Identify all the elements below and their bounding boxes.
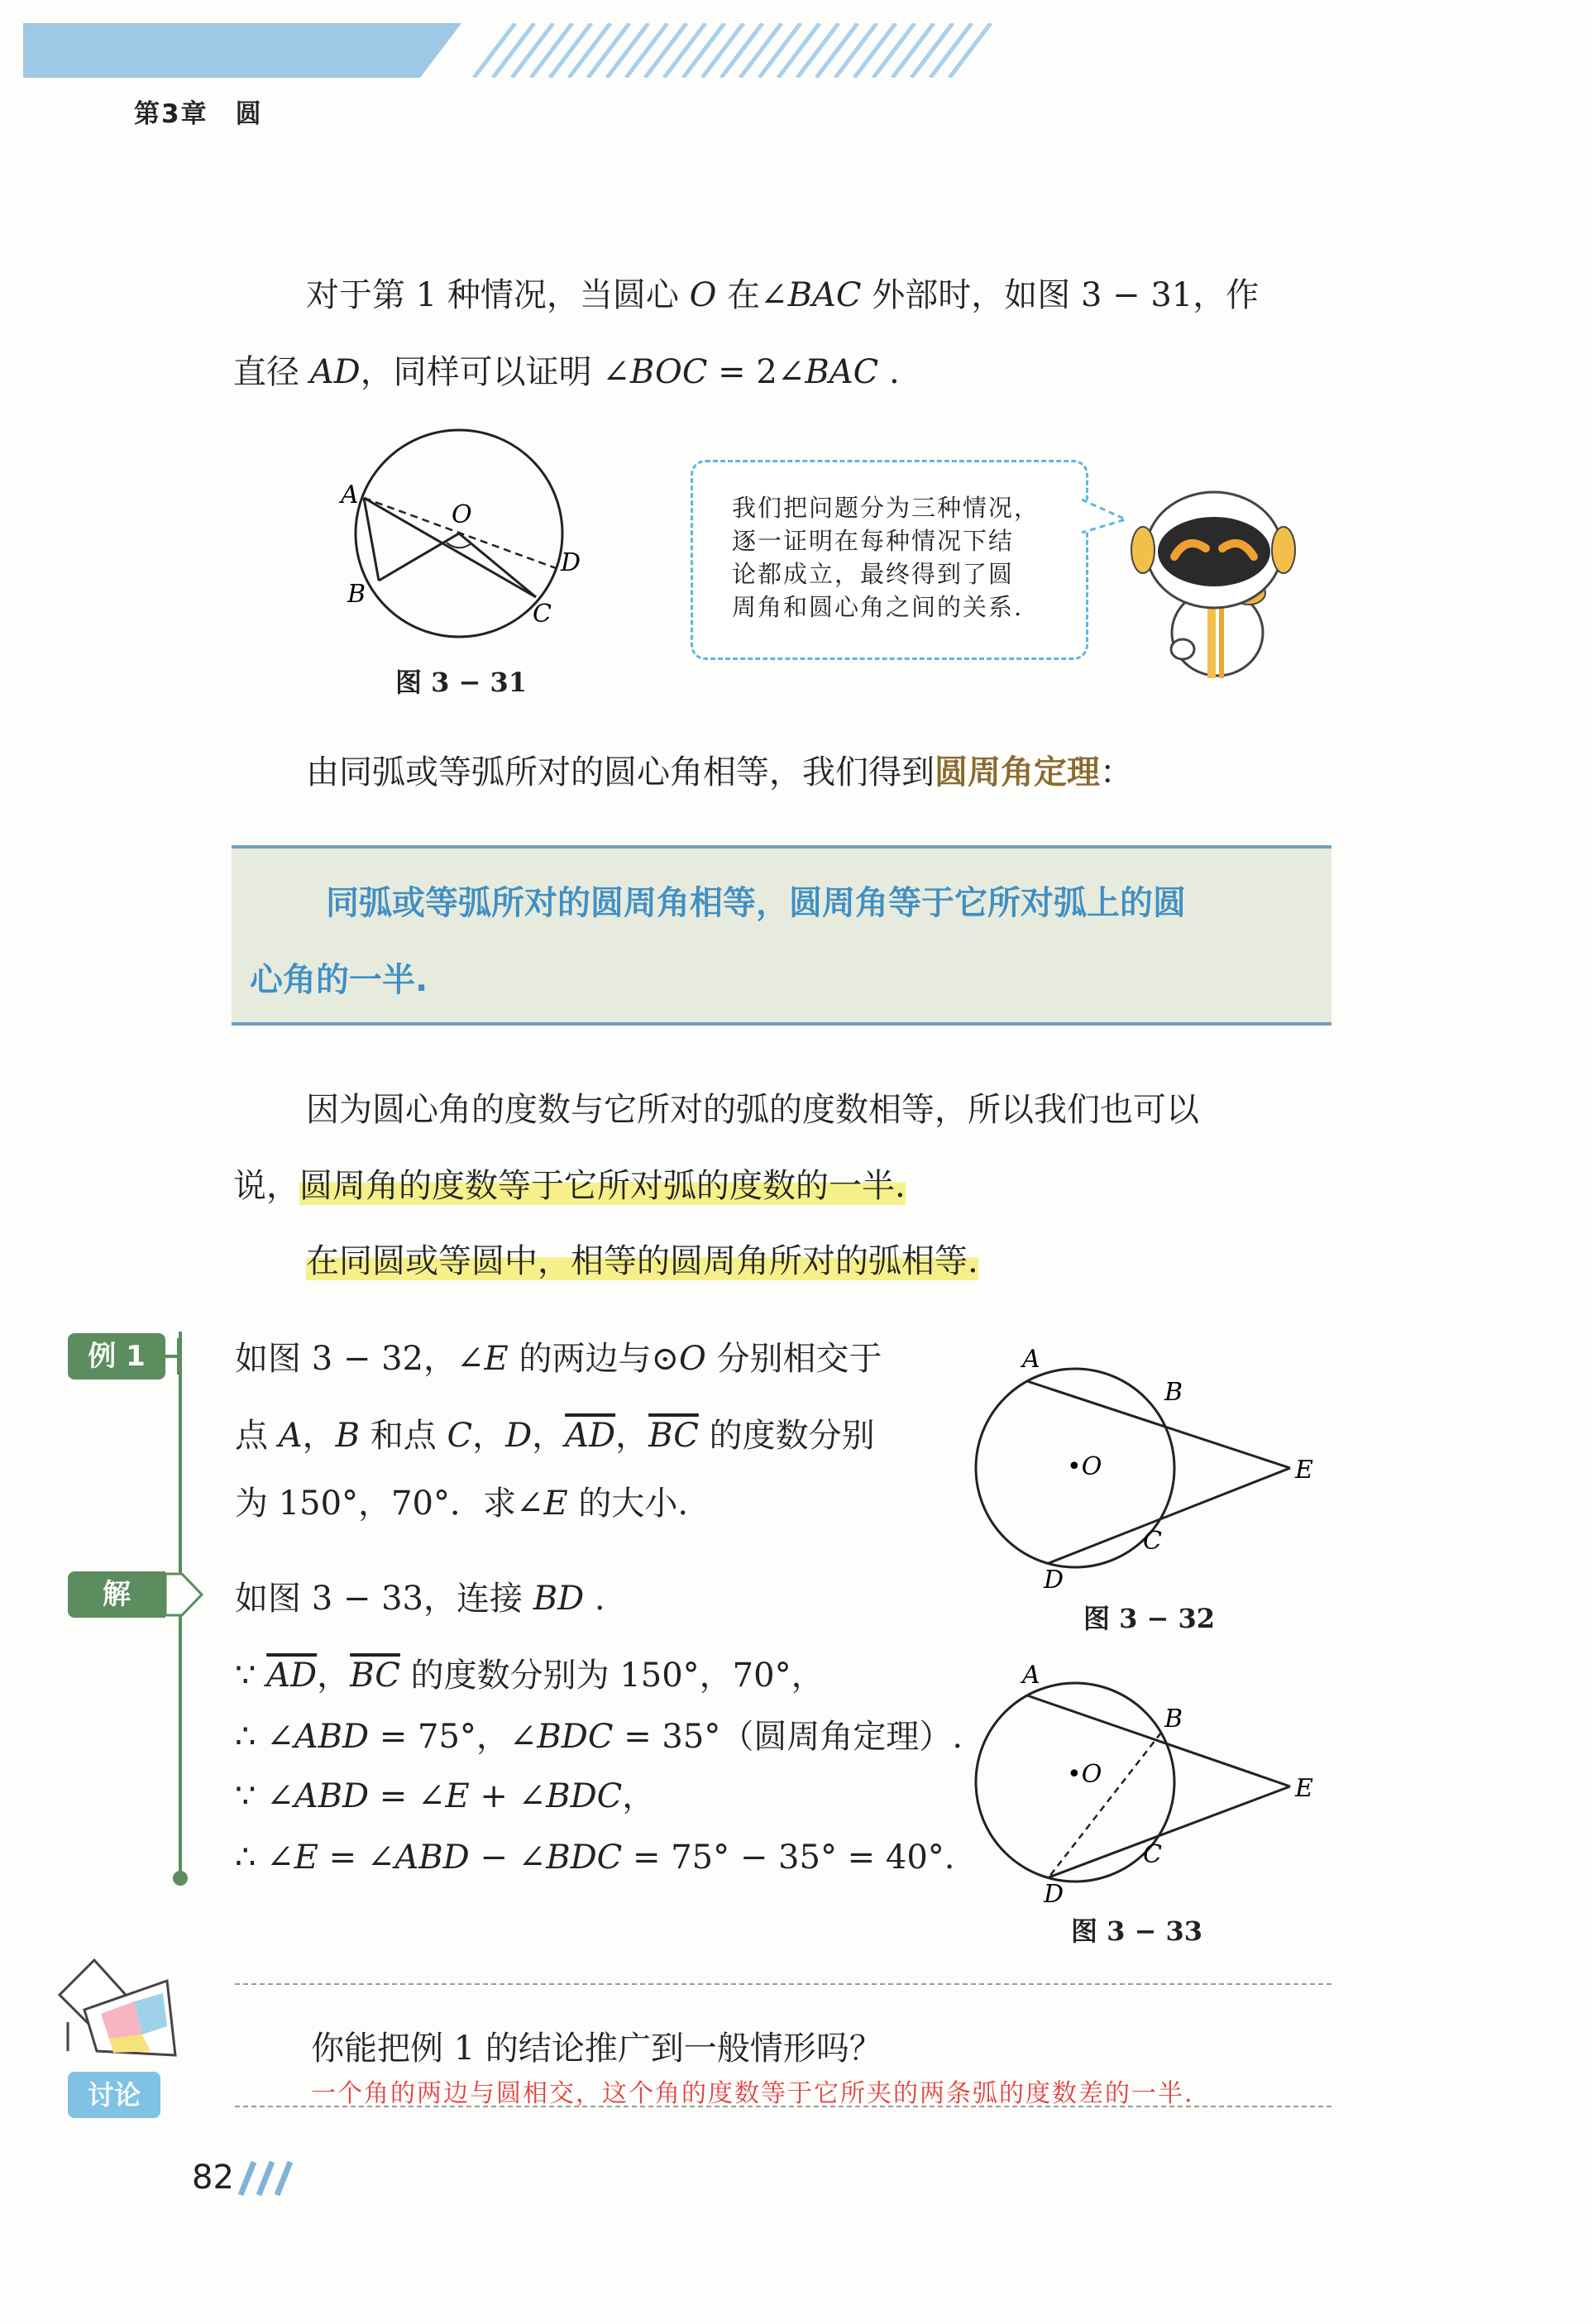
fig31-label-a: A [341, 481, 359, 509]
highlight-1: 圆周角的度数等于它所对弧的度数的一半. [299, 1167, 906, 1205]
fig32-label-o: •O [1067, 1452, 1102, 1481]
robot-mascot-icon [1125, 484, 1307, 682]
fig33-label-d: D [1044, 1880, 1064, 1902]
fig33-label-b: B [1164, 1705, 1183, 1733]
example-tag: 例 1 [68, 1333, 165, 1380]
intro-line-2: 直径 AD，同样可以证明 ∠BOC = 2∠BAC . [233, 353, 900, 391]
theorem-intro: 由同弧或等弧所对的圆心角相等，我们得到圆周角定理： [306, 753, 1133, 791]
fig32-caption: 图 3 − 32 [1083, 1603, 1216, 1634]
solution-line-2: ∵ $\overline{AD}$，$\overline{BC}$ 的度数分别为 150°，70°， [235, 1657, 825, 1695]
discussion-top-divider [235, 1983, 1331, 1985]
theorem-line-2: 心角的一半. [250, 961, 428, 999]
figure-3-31 [331, 422, 595, 645]
example-tag-bracket [165, 1333, 190, 1380]
theorem-line-1: 同弧或等弧所对的圆周角相等，圆周角等于它所对弧上的圆 [326, 884, 1186, 922]
header-banner [23, 23, 1007, 78]
highlight-2: 在同圆或等圆中，相等的圆周角所对的弧相等. [306, 1242, 978, 1280]
bubble-tail [1080, 496, 1130, 538]
discussion-tag: 讨论 [68, 2072, 160, 2118]
bubble-line-1: 我们把问题分为三种情况， [732, 494, 1040, 522]
discussion-illustration-icon [51, 1952, 184, 2068]
bubble-line-3: 论都成立，最终得到了圆 [732, 560, 1015, 588]
explain-line-3 [306, 1242, 978, 1280]
page-number: 82 [192, 2159, 234, 2197]
figure-3-32 [968, 1336, 1331, 1592]
solution-line-3: ∴ ∠ABD = 75°，∠BDC = 35°（圆周角定理）. [235, 1718, 963, 1756]
discussion-answer: 一个角的两边与圆相交，这个角的度数等于它所夹的两条弧的度数差的一半. [311, 2079, 1194, 2108]
intro-line-1: 对于第 1 种情况，当圆心 O 在∠BAC 外部时，如图 3 − 31，作 [306, 276, 1260, 314]
explain-line-1: 因为圆心角的度数与它所对的弧的度数相等，所以我们也可以 [306, 1091, 1199, 1129]
discussion-bottom-divider [235, 2106, 1331, 2107]
solution-line-5: ∴ ∠E = ∠ABD − ∠BDC = 75° − 35° = 40°. [235, 1839, 955, 1877]
chapter-title: 第3章 圆 [134, 99, 263, 129]
example-line-3: 为 150°，70°．求∠E 的大小. [235, 1485, 689, 1523]
solution-tag: 解 [68, 1571, 165, 1618]
fig33-label-c: C [1143, 1840, 1162, 1869]
solution-tag-arrow [164, 1571, 205, 1618]
fig33-caption: 图 3 − 33 [1071, 1915, 1203, 1947]
fig33-label-o: •O [1067, 1760, 1102, 1789]
fig32-label-a: A [1022, 1345, 1040, 1374]
example-line-1: 如图 3 − 32，∠E 的两边与⊙O 分别相交于 [235, 1340, 882, 1378]
solution-line-1: 如图 3 − 33，连接 BD . [235, 1580, 605, 1618]
fig31-caption: 图 3 − 31 [395, 667, 528, 698]
fig32-label-b: B [1164, 1378, 1183, 1407]
bubble-line-2: 逐一证明在每种情况下结 [732, 527, 1015, 555]
solution-line-4: ∵ ∠ABD = ∠E + ∠BDC， [235, 1777, 656, 1815]
fig33-label-e: E [1295, 1774, 1313, 1803]
fig31-label-o: O [452, 500, 472, 529]
bubble-text [732, 491, 1040, 624]
fig32-label-c: C [1143, 1527, 1162, 1556]
fig31-label-d: D [561, 548, 581, 577]
example-bar-end-dot [173, 1871, 188, 1886]
fig32-label-d: D [1044, 1566, 1064, 1592]
bubble-line-4: 周角和圆心角之间的关系. [732, 593, 1024, 621]
theorem-name: 圆周角定理 [935, 753, 1100, 791]
example-line-2: 点 A，B 和点 C，D，$\overline{AD}$，$\overline{BC}$ 的度数分别 [235, 1417, 875, 1455]
figure-3-33 [968, 1654, 1331, 1902]
fig33-label-a: A [1022, 1661, 1040, 1690]
explain-line-2: 说，圆周角的度数等于它所对弧的度数的一半. [233, 1167, 906, 1205]
discussion-question: 你能把例 1 的结论推广到一般情形吗？ [311, 2030, 882, 2068]
page-number-slashes-icon [236, 2160, 302, 2197]
fig31-label-c: C [533, 600, 552, 629]
fig31-label-b: B [347, 580, 366, 609]
fig32-label-e: E [1295, 1456, 1313, 1485]
